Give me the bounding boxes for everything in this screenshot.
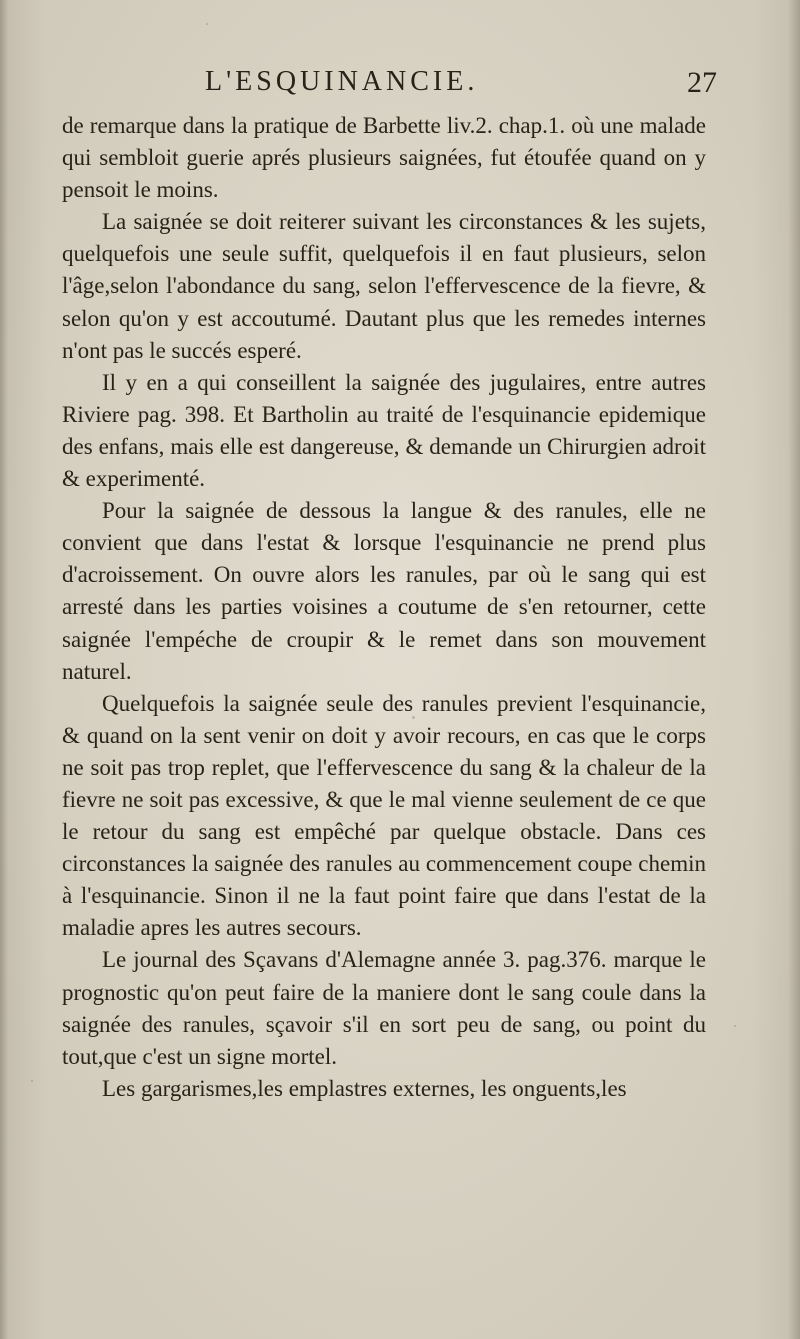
paper-speck xyxy=(206,23,208,25)
paragraph-4: Pour la saignée de dessous la langue & des ranules, elle ne convient que dans l'estat & lorsque l'esquinancie ne prend plus d'acroissement. On ouvre alors les ranules, par où le sang qui est arresté dans les parties voisines a coutume de s'en retourner, cette saignée l'empéche de croupir & le remet dans son mouvement naturel. xyxy=(62,498,706,684)
paragraph-6: Le journal des Sçavans d'Alemagne année 3. pag.376. marque le prognostic qu'on peut faire de la maniere dont le sang coule dans la saignée des ranules, sçavoir s'il en sort peu de sang, ou point du tout,que c'est un signe mortel. xyxy=(62,947,706,1069)
paper-speck xyxy=(734,1025,736,1027)
paragraph-3: Il y en a qui conseillent la saignée des jugulaires, entre autres Riviere pag. 398. Et Bartholin au traité de l'esquinancie epidemique des enfans, mais elle est dangereuse, & demande un Chirurgien adroit & experimenté. xyxy=(62,369,706,492)
page-body xyxy=(62,110,706,1105)
paper-speck xyxy=(31,1080,33,1082)
right-page-edge xyxy=(788,0,800,1339)
running-head: L'ESQUINANCIE. xyxy=(205,66,479,97)
paragraph-5: Quelquefois la saignée seule des ranules previent l'esquinancie, & quand on la sent venir on doit y avoir recours, en cas que le corps ne soit pas trop replet, que l'effervescence du sang & la chaleur de la fievre ne soit pas excessive, & que le mal vienne seulement de ce que le retour du sang est empêché par quelque obstacle. Dans ces circonstances la saignée des ranules au commencement coupe chemin à l'esquinancie. Sinon il ne la faut point faire que dans l'estat de la maladie apres les autres secours. xyxy=(62,690,706,941)
paragraph-1: de remarque dans la pratique de Barbette liv.2. chap.1. où une malade qui sembloit guerie aprés plusieurs saignées, fut étoufée quand on y pensoit le moins. xyxy=(62,113,706,203)
left-page-edge xyxy=(0,0,8,1339)
page-number: 27 xyxy=(687,66,717,99)
paragraph-2: La saignée se doit reiterer suivant les circonstances & les sujets, quelquefois une seule suffit, quelquefois il en faut plusieurs, selon l'âge,selon l'abondance du sang, selon l'effervescence de la fievre, & selon qu'on y est accoutumé. Dautant plus que les remedes internes n'ont pas le succés esperé. xyxy=(62,209,706,363)
page-header xyxy=(75,58,725,108)
paragraph-7: Les gargarismes,les emplastres externes, les onguents,les xyxy=(102,1075,627,1101)
